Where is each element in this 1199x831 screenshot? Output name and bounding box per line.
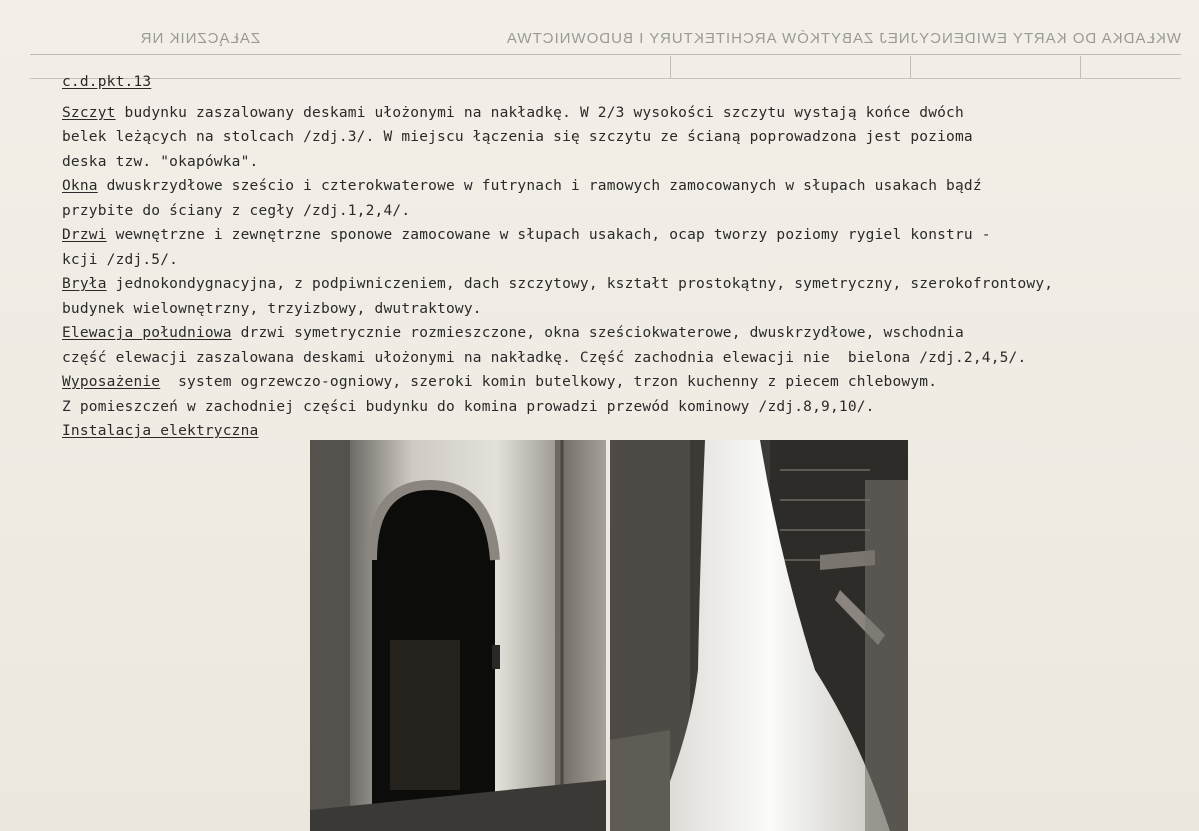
paragraph-term: Elewacja południowa <box>62 325 232 341</box>
paragraph-text: część elewacji zaszalowana deskami ułożonymi na nakładkę. Część zachodnia elewacji nie bielona /zdj.2,4,5/. <box>62 349 1027 366</box>
paragraph-text: deska tzw. "okapówka". <box>62 153 259 170</box>
paragraph-term: Bryła <box>62 276 107 292</box>
mirrored-annex-label: ZAŁĄCZNIK NR <box>139 30 260 47</box>
paragraph-term: Wyposażenie <box>62 374 161 390</box>
paragraph-first-line <box>62 174 1162 199</box>
paragraph-term: Drzwi <box>62 227 107 243</box>
paragraph-text: drzwi symetrycznie rozmieszczone, okna sześciokwaterowe, dwuskrzydłowe, wschodnia <box>231 325 964 341</box>
arched-doorway-photo <box>310 440 606 831</box>
paragraph-first-line <box>62 272 1162 297</box>
section-reference: c.d.pkt.13 <box>62 74 152 90</box>
paragraph-text: budynek wielownętrzny, trzyizbowy, dwutraktowy. <box>62 300 482 317</box>
paragraph-term: Instalacja elektryczna <box>62 423 259 439</box>
paragraph-line <box>62 346 1162 371</box>
paragraph-term: Szczyt <box>62 104 116 121</box>
mirrored-form-title: WKŁADKA DO KARTY EWIDENCYJNEJ ZABYTKÓW ARCHITEKTURY I BUDOWNICTWA <box>505 30 1181 47</box>
paragraph-list <box>62 101 1162 444</box>
paragraph-line <box>62 150 1162 175</box>
paragraph-line <box>62 199 1162 224</box>
photo-plate <box>310 440 908 831</box>
paragraph-text: kcji /zdj.5/. <box>62 251 179 268</box>
paragraph-first-line <box>62 223 1162 248</box>
paragraph-text: przybite do ściany z cegły /zdj.1,2,4/. <box>62 202 411 219</box>
paragraph-first-line <box>62 101 1162 126</box>
paragraph-text: dwuskrzydłowe sześcio i czterokwaterowe w futrynach i ramowych zamocowanych w słupach usakach bądź <box>97 178 982 194</box>
chimney-photo <box>610 440 908 831</box>
paragraph-text: jednokondygnacyjna, z podpiwniczeniem, dach szczytowy, kształt prostokątny, symetryczny, szerokofrontowy, <box>106 276 1054 292</box>
paragraph-first-line <box>62 370 1162 395</box>
arched-doorway-illustration <box>310 440 606 831</box>
paragraph-line <box>62 248 1162 273</box>
paragraph-text: budynku zaszalowany deskami ułożonymi na nakładkę. W 2/3 wysokości szczytu wystają końce dwóch <box>115 104 964 121</box>
paragraph-line <box>62 297 1162 322</box>
header-rule <box>30 54 1181 55</box>
paragraph-first-line <box>62 321 1162 346</box>
paragraph-text: Z pomieszczeń w zachodniej części budynku do komina prowadzi przewód kominowy /zdj.8,9,10/. <box>62 398 875 415</box>
document-body <box>62 70 1162 444</box>
paragraph-line <box>62 395 1162 420</box>
paragraph-text: wewnętrzne i zewnętrzne sponowe zamocowane w słupach usakach, ocap tworzy poziomy rygiel konstru - <box>106 227 991 243</box>
paragraph-text: belek leżących na stolcach /zdj.3/. W miejscu łączenia się szczytu ze ścianą poprowadzona jest pozioma <box>62 129 973 145</box>
paragraph-text: system ogrzewczo-ogniowy, szeroki komin butelkowy, trzon kuchenny z piecem chlebowym. <box>160 374 938 390</box>
chimney-illustration <box>610 440 908 831</box>
paragraph-line <box>62 125 1162 150</box>
paragraph-term: Okna <box>62 178 98 194</box>
